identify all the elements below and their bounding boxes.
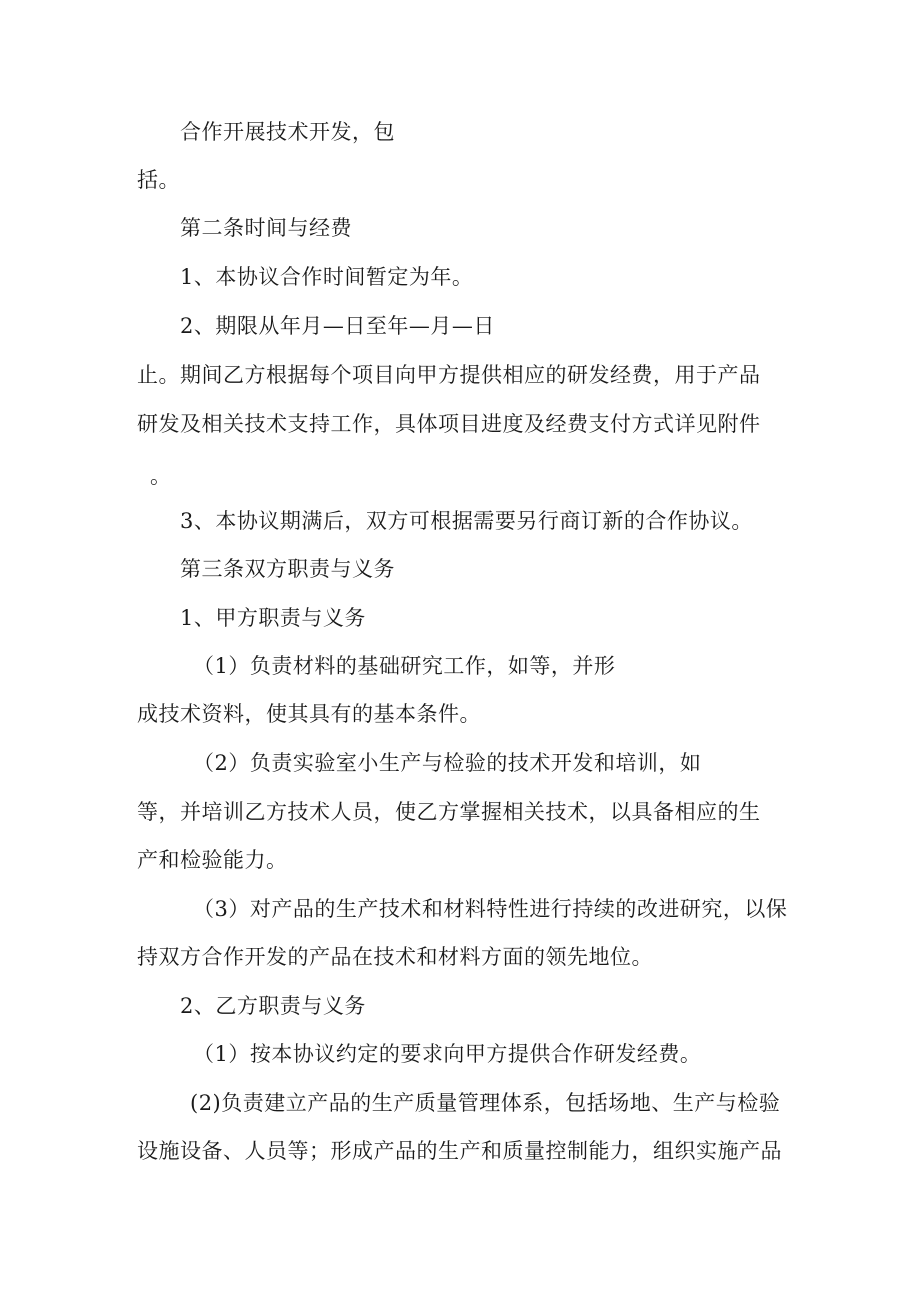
- paragraph-line: （3）对产品的生产技术和材料特性进行持续的改进研究，以保: [193, 897, 788, 921]
- paragraph-line: （1）按本协议约定的要求向甲方提供合作研发经费。: [193, 1042, 702, 1066]
- paragraph-line: (2)负责建立产品的生产质量管理体系，包括场地、生产与检验: [190, 1091, 781, 1115]
- paragraph-line: 2、期限从年月—日至年—月—日: [180, 314, 495, 338]
- section-heading: 第二条时间与经费: [180, 216, 352, 240]
- paragraph-line: 等，并培训乙方技术人员，使乙方掌握相关技术，以具备相应的生: [137, 800, 761, 824]
- section-heading: 第三条双方职责与义务: [180, 557, 395, 581]
- paragraph-line: 止。期间乙方根据每个项目向甲方提供相应的研发经费，用于产品: [137, 363, 761, 387]
- paragraph-line: （2）负责实验室小生产与检验的技术开发和培训，如: [193, 751, 702, 775]
- paragraph-line: 1、甲方职责与义务: [180, 606, 366, 630]
- paragraph-line: 产和检验能力。: [137, 848, 288, 872]
- paragraph-line: 设施设备、人员等；形成产品的生产和质量控制能力，组织实施产品: [137, 1139, 782, 1163]
- paragraph-line: 。: [150, 464, 172, 488]
- paragraph-line: 3、本协议期满后，双方可根据需要另行商订新的合作协议。: [180, 509, 753, 533]
- paragraph-line: 研发及相关技术支持工作，具体项目进度及经费支付方式详见附件: [137, 412, 761, 436]
- paragraph-line: 2、乙方职责与义务: [180, 994, 366, 1018]
- paragraph-line: 1、本协议合作时间暂定为年。: [180, 265, 474, 289]
- paragraph-line: 括。: [137, 168, 180, 192]
- paragraph-line: 持双方合作开发的产品在技术和材料方面的领先地位。: [137, 945, 653, 969]
- paragraph-line: （1）负责材料的基础研究工作，如等，并形: [193, 654, 616, 678]
- paragraph-line: 成技术资料，使其具有的基本条件。: [137, 702, 481, 726]
- paragraph-line: 合作开展技术开发，包: [180, 120, 395, 144]
